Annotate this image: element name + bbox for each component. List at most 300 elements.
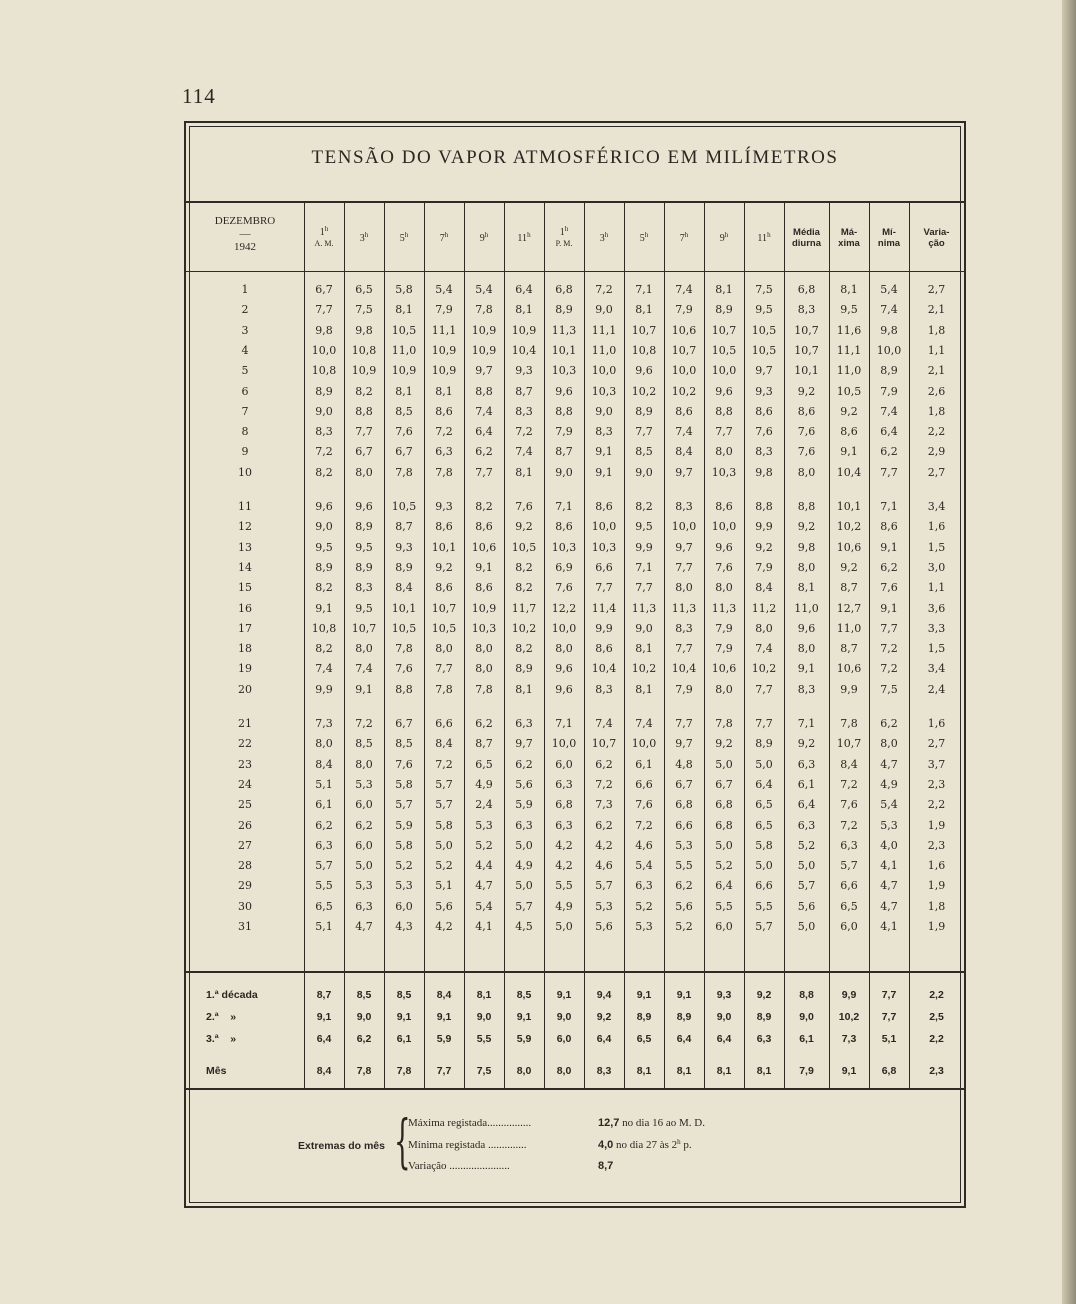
header-hour-value: 5 [399,233,405,244]
table-cell: 5,2 [635,899,653,913]
table-cell: 8,0 [715,581,733,595]
header-hour-value: 11 [517,233,528,244]
table-cell: 8,5 [395,404,413,418]
table-cell: 3,3 [927,621,946,635]
summary-cell: 9,1 [516,1011,532,1023]
table-cell: 10,5 [391,323,417,337]
summary-label: Mês [206,1065,227,1077]
table-cell: 7,9 [715,621,733,635]
table-cell: 6,2 [475,445,493,459]
table-cell: 7,4 [515,445,533,459]
table-cell: 8,6 [880,520,898,534]
table-cell: 8,6 [435,404,453,418]
table-cell: 1,8 [927,899,946,913]
day-label: 8 [241,425,249,439]
table-cell: 10,1 [551,343,577,357]
table-cell: 9,9 [315,682,333,696]
table-cell: 9,1 [880,601,898,615]
table-cell: 10,9 [431,343,457,357]
table-cell: 2,7 [927,283,946,296]
table-cell: 7,4 [475,404,493,418]
table-row [186,897,964,917]
table-cell: 10,0 [711,364,737,378]
table-cell: 6,4 [475,425,493,439]
table-cell: 5,0 [715,838,733,852]
summary-cell: 6,8 [881,1065,897,1077]
table-cell: 6,7 [315,283,333,296]
table-cell: 5,7 [395,798,413,812]
summary-row [186,1029,964,1049]
table-cell: 5,1 [315,920,333,933]
table-cell: 9,0 [595,303,613,317]
table-cell: 5,4 [435,283,453,296]
table-cell: 9,7 [675,465,693,479]
table-cell: 1,9 [927,920,946,933]
table-cell: 5,5 [755,899,773,913]
table-cell: 5,3 [880,818,898,832]
summary-cell: 8,1 [476,989,492,1001]
table-row [186,497,964,517]
summary-label: 1.ª década [206,989,258,1001]
table-cell: 8,1 [840,283,858,296]
table-cell: 12,7 [836,601,862,615]
table-cell: 6,0 [715,920,733,933]
table-cell: 10,5 [751,323,777,337]
table-cell: 8,1 [435,384,453,398]
summary-cell: 8,1 [676,1065,692,1077]
table-cell: 10,5 [391,500,417,513]
table-cell: 2,6 [927,384,946,398]
table-cell: 5,2 [675,920,693,933]
table-cell: 9,9 [635,540,653,554]
table-cell: 9,2 [515,520,533,534]
table-cell: 4,5 [515,920,533,933]
table-cell: 8,0 [355,465,373,479]
table-cell: 5,4 [475,899,493,913]
table-cell: 9,6 [635,364,653,378]
header-pm: P. M. [555,239,573,248]
table-cell: 6,2 [315,818,333,832]
table-cell: 8,6 [675,404,693,418]
hour-superscript: h [604,231,609,239]
table-cell: 1,8 [927,323,946,337]
summary-cell: 9,0 [556,1011,572,1023]
header-hour-value: 7 [679,233,685,244]
table-cell: 5,3 [395,879,413,893]
summary-cell: 7,9 [799,1065,814,1077]
table-cell: 8,7 [475,737,493,751]
summary-cell: 6,4 [596,1033,612,1045]
table-cell: 7,2 [355,717,373,730]
table-cell: 10,1 [794,364,819,378]
table-cell: 6,4 [715,879,733,893]
table-cell: 8,6 [755,404,773,418]
table-row [186,578,964,598]
day-label: 22 [238,737,252,751]
table-cell: 8,1 [395,303,413,317]
table-cell: 7,4 [880,303,898,317]
table-cell: 6,3 [555,777,573,791]
header-hour-12 [744,233,784,244]
table-cell: 9,8 [315,323,333,337]
table-cell: 10,5 [711,343,737,357]
day-label: 23 [238,757,252,771]
table-row [186,639,964,659]
table-cell: 6,2 [675,879,693,893]
table-cell: 8,6 [475,520,493,534]
table-cell: 10,2 [511,621,537,635]
table-cell: 6,3 [515,717,533,730]
table-cell: 8,6 [555,520,573,534]
day-label: 7 [241,404,249,418]
summary-row [186,1007,964,1027]
hour-superscript: h [404,231,409,239]
table-cell: 6,2 [355,818,373,832]
extreme-max-note: no dia 16 ao M. D. [622,1117,705,1129]
summary-cell: 9,3 [716,989,732,1001]
table-cell: 3,6 [927,601,946,615]
table-row [186,659,964,679]
table-cell: 7,7 [635,425,653,439]
table-cell: 7,4 [595,717,613,730]
summary-cell: 6,5 [636,1033,652,1045]
table-cell: 11,0 [794,601,819,615]
summary-cell: 8,1 [716,1065,732,1077]
hour-superscript: h [324,225,329,233]
table-cell: 2,3 [927,838,946,852]
day-label: 9 [241,445,249,459]
summary-cell: 5,9 [516,1033,532,1045]
table-cell: 7,8 [435,465,453,479]
table-cell: 1,9 [927,879,946,893]
table-cell: 11,0 [836,364,862,378]
table-cell: 8,8 [475,384,493,398]
table-cell: 7,3 [595,798,613,812]
table-cell: 10,0 [671,520,697,534]
extreme-var-value [598,1160,613,1172]
table-cell: 8,3 [515,404,533,418]
table-cell: 7,1 [797,717,816,730]
table-cell: 6,3 [840,838,858,852]
table-cell: 6,6 [595,560,613,574]
table-cell: 9,2 [840,560,858,574]
table-cell: 6,5 [840,899,858,913]
table-cell: 9,3 [435,500,453,513]
table-cell: 10,3 [551,540,577,554]
header-hour-value: 3 [599,233,605,244]
table-cell: 5,5 [315,879,333,893]
table-cell: 8,9 [315,560,333,574]
table-cell: 5,6 [435,899,453,913]
header-hour-value: 9 [719,233,725,244]
table-cell: 8,3 [355,581,373,595]
table-cell: 8,4 [395,581,413,595]
day-label: 24 [238,777,252,791]
table-cell: 6,6 [435,717,453,730]
header-bottom-rule [186,271,964,272]
table-cell: 8,0 [797,465,816,479]
table-cell: 7,1 [635,560,653,574]
table-cell: 6,3 [355,899,373,913]
day-label: 2 [241,303,249,317]
table-cell: 9,5 [755,303,773,317]
header-hour-value: 5 [639,233,645,244]
summary-cell: 8,1 [756,1065,772,1077]
table-cell: 5,0 [715,757,733,771]
table-cell: 6,3 [635,879,653,893]
table-cell: 7,8 [715,717,733,730]
table-cell: 10,1 [391,601,417,615]
summary-cell: 8,9 [636,1011,652,1023]
table-cell: 9,2 [797,384,816,398]
table-cell: 4,7 [880,757,898,771]
table-row [186,599,964,619]
table-cell: 1,8 [927,404,946,418]
table-row [186,402,964,422]
summary-cell: 5,9 [436,1033,452,1045]
table-cell: 10,0 [631,737,657,751]
table-cell: 8,0 [355,757,373,771]
table-cell: 8,6 [595,642,613,656]
summary-row [186,1061,964,1081]
header-maxima-line2: xima [838,238,860,249]
table-cell: 10,5 [391,621,417,635]
table-cell: 5,1 [435,879,453,893]
table-cell: 7,7 [595,581,613,595]
table-cell: 8,8 [555,404,573,418]
day-label: 30 [238,899,252,913]
table-cell: 5,7 [840,859,858,873]
table-cell: 4,7 [880,879,898,893]
header-am: A. M. [314,239,334,248]
table-cell: 2,2 [927,798,946,812]
table-cell: 6,8 [715,798,733,812]
table-cell: 8,9 [755,737,773,751]
table-cell: 4,6 [635,838,653,852]
table-cell: 10,9 [511,323,537,337]
table-cell: 8,9 [355,520,373,534]
table-cell: 6,0 [555,757,573,771]
table-cell: 1,9 [927,818,946,832]
table-cell: 12,2 [551,601,577,615]
table-row [186,917,964,937]
table-cell: 10,4 [836,465,862,479]
table-cell: 11,2 [751,601,777,615]
table-cell: 9,2 [797,520,816,534]
table-cell: 7,2 [595,777,613,791]
table-cell: 5,0 [435,838,453,852]
table-cell: 6,7 [715,777,733,791]
table-cell: 5,0 [515,879,533,893]
table-cell: 1,5 [927,642,946,656]
table-cell: 3,7 [927,757,946,771]
table-cell: 8,8 [715,404,733,418]
table-cell: 6,7 [675,777,693,791]
hour-superscript: h [444,231,449,239]
table-cell: 6,2 [595,757,613,771]
table-cell: 8,1 [515,303,533,317]
table-cell: 10,0 [551,737,577,751]
table-cell: 6,7 [395,445,413,459]
table-cell: 8,0 [715,682,733,696]
table-cell: 10,6 [671,323,697,337]
table-cell: 11,1 [431,323,457,337]
table-cell: 8,9 [315,384,333,398]
table-cell: 1,1 [927,581,946,595]
table-cell: 7,9 [555,425,573,439]
table-cell: 8,7 [555,445,573,459]
table-cell: 3,4 [927,500,946,513]
table-cell: 7,7 [435,662,453,676]
table-cell: 8,4 [435,737,453,751]
book-spine-edge [1062,0,1076,1304]
table-cell: 7,6 [880,581,898,595]
table-cell: 6,1 [797,777,816,791]
table-cell: 6,0 [355,838,373,852]
summary-cell: 8,8 [799,989,814,1001]
day-label: 5 [241,364,249,378]
table-cell: 4,9 [555,899,573,913]
table-cell: 10,0 [711,520,737,534]
summary-cell: 7,8 [396,1065,412,1077]
extreme-var-number: 8,7 [598,1160,614,1172]
table-cell: 6,0 [395,899,413,913]
summary-cell: 8,9 [676,1011,692,1023]
table-cell: 5,1 [315,777,333,791]
table-cell: 7,1 [635,283,653,296]
summary-cell: 6,4 [676,1033,692,1045]
summary-cell: 7,8 [356,1065,372,1077]
table-cell: 6,4 [515,283,533,296]
table-cell: 5,2 [475,838,493,852]
table-cell: 9,1 [475,560,493,574]
summary-cell: 7,7 [881,989,897,1001]
table-cell: 7,9 [435,303,453,317]
table-row [186,619,964,639]
table-row [186,300,964,320]
summary-cell: 8,5 [396,989,412,1001]
table-cell: 6,2 [595,818,613,832]
table-cell: 11,1 [836,343,862,357]
table-cell: 10,9 [471,343,497,357]
hour-superscript: h [724,231,729,239]
table-cell: 9,1 [880,540,898,554]
table-cell: 7,6 [635,798,653,812]
table-cell: 9,7 [515,737,533,751]
table-cell: 9,2 [840,404,858,418]
table-cell: 5,4 [475,283,493,296]
table-cell: 8,3 [675,621,693,635]
table-cell: 9,7 [675,737,693,751]
header-hour-7 [544,227,584,249]
table-cell: 6,6 [755,879,773,893]
table-cell: 4,4 [475,859,493,873]
table-cell: 8,9 [880,364,898,378]
table-cell: 3,0 [927,560,946,574]
table-cell: 2,7 [927,737,946,751]
extreme-min-note-end: p. [680,1139,692,1151]
table-row [186,816,964,836]
table-cell: 9,1 [595,445,613,459]
table-cell: 10,5 [511,540,537,554]
table-row [186,734,964,754]
table-cell: 4,7 [880,899,898,913]
table-cell: 5,0 [355,859,373,873]
table-cell: 7,1 [880,500,898,513]
header-month: DEZEMBRO [214,215,276,227]
header-maxima [829,227,869,249]
table-cell: 8,0 [475,642,493,656]
table-cell: 7,2 [315,445,333,459]
day-label: 18 [238,642,252,656]
table-row [186,442,964,462]
table-cell: 5,9 [395,818,413,832]
table-cell: 8,0 [475,662,493,676]
table-cell: 7,7 [755,717,773,730]
table-cell: 7,8 [475,303,493,317]
summary-cell: 5,5 [476,1033,492,1045]
table-cell: 9,9 [755,520,773,534]
table-cell: 4,8 [675,757,693,771]
table-cell: 9,1 [840,445,858,459]
header-minima [869,227,909,249]
table-cell: 9,6 [355,500,373,513]
summary-cell: 2,5 [929,1011,944,1023]
table-cell: 10,3 [591,384,617,398]
extreme-min-value [598,1139,692,1151]
table-row [186,321,964,341]
table-cell: 8,0 [880,737,898,751]
day-label: 20 [238,682,252,696]
table-cell: 6,4 [880,425,898,439]
table-cell: 8,9 [515,662,533,676]
table-cell: 7,4 [635,717,653,730]
table-cell: 7,7 [635,581,653,595]
table-cell: 5,7 [797,879,816,893]
header-minima-line1: Mí- [882,227,896,238]
table-cell: 8,1 [715,283,733,296]
extreme-max-number: 12,7 [598,1117,620,1129]
summary-cell: 6,4 [316,1033,332,1045]
summary-cell: 8,4 [436,989,452,1001]
day-label: 31 [238,920,252,933]
header-hour-9 [624,233,664,244]
table-cell: 1,1 [927,343,946,357]
table-cell: 5,0 [797,859,816,873]
table-cell: 6,2 [880,445,898,459]
table-cell: 11,3 [551,323,577,337]
table-cell: 5,8 [755,838,773,852]
table-cell: 9,5 [840,303,858,317]
summary-cell: 2,2 [929,989,944,1001]
summary-cell: 9,1 [556,989,572,1001]
table-cell: 8,7 [395,520,413,534]
summary-cell: 9,4 [596,989,612,1001]
table-cell: 10,8 [631,343,657,357]
table-cell: 9,8 [355,323,373,337]
table-cell: 7,2 [435,425,453,439]
table-cell: 9,1 [797,662,816,676]
table-cell: 8,0 [435,642,453,656]
table-cell: 10,3 [711,465,737,479]
table-cell: 5,8 [395,283,413,296]
table-cell: 10,7 [836,737,862,751]
table-cell: 4,1 [880,920,898,933]
table-cell: 6,0 [840,920,858,933]
table-cell: 7,4 [675,283,693,296]
table-cell: 7,2 [515,425,533,439]
table-cell: 6,3 [555,818,573,832]
